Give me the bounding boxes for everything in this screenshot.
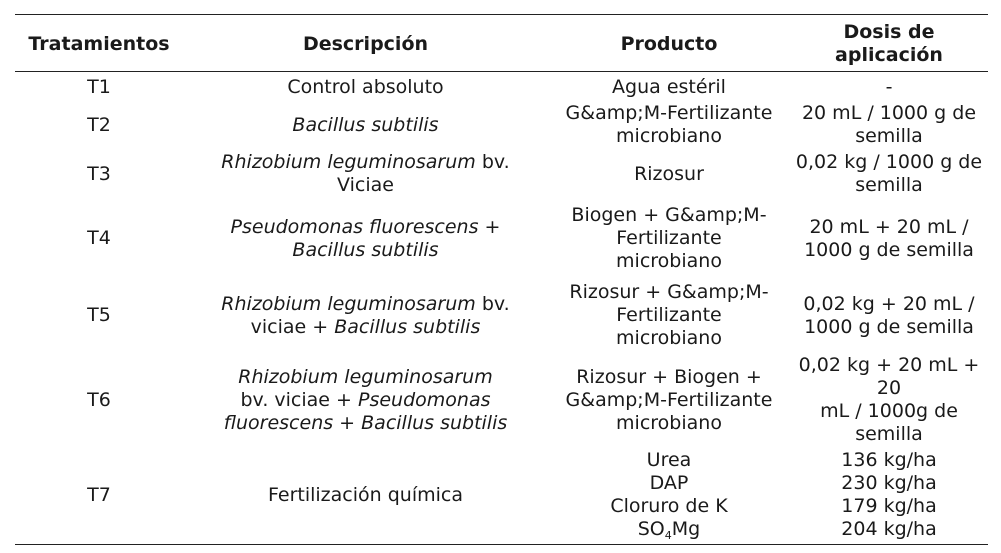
description-text: Control absoluto <box>287 75 444 98</box>
cell-product <box>548 446 790 545</box>
dose-line: semilla <box>855 125 923 147</box>
cell-treatment: T6 <box>87 388 111 411</box>
product-line <box>552 518 786 541</box>
cell-description <box>183 354 548 446</box>
cell-treatment: T1 <box>87 75 111 98</box>
description-text: viciae + <box>250 315 335 338</box>
dose-line: 20 mL + 20 mL / <box>809 215 969 238</box>
product-text: Mg <box>671 518 701 540</box>
table-row <box>15 148 988 200</box>
table-row <box>15 200 988 277</box>
product-text: SO <box>637 518 665 540</box>
description-text: Rhizobium leguminosarum <box>221 151 476 173</box>
cell-description <box>183 200 548 277</box>
description-text: bv. <box>475 292 510 315</box>
description-text: Fertilización química <box>268 483 463 506</box>
description-line <box>187 239 544 262</box>
cell-dose <box>790 354 988 446</box>
cell-dose <box>790 446 988 545</box>
product-line: microbiano <box>616 250 722 272</box>
description-line <box>187 151 544 174</box>
description-line <box>187 316 544 339</box>
dose-line: 0,02 kg + 20 mL / <box>803 292 975 315</box>
description-text: Bacillus subtilis <box>292 113 439 136</box>
header-producto: Producto <box>548 15 790 72</box>
description-text: fluorescens <box>223 411 334 434</box>
cell-treatment: T2 <box>87 113 111 136</box>
product-line: microbiano <box>616 411 722 434</box>
cell-description <box>183 102 548 148</box>
dose-line: 204 kg/ha <box>841 518 937 540</box>
description-line <box>187 293 544 316</box>
cell-treatment: T5 <box>87 304 111 326</box>
product-line <box>552 449 786 472</box>
description-text: Bacillus subtilis <box>334 315 481 338</box>
cell-treatment: T7 <box>87 483 111 506</box>
product-line: Agua estéril <box>612 75 726 98</box>
description-line <box>187 76 544 99</box>
cell-dose <box>790 277 988 354</box>
treatments-table <box>15 14 988 545</box>
cell-product <box>548 277 790 354</box>
cell-dose <box>790 102 988 148</box>
dose-line: mL / 1000g de semilla <box>820 400 958 445</box>
description-text: Pseudomonas fluorescens <box>230 215 479 238</box>
product-subscript: 4 <box>664 529 672 542</box>
product-line: microbiano <box>616 125 722 147</box>
header-descripcion: Descripción <box>183 15 548 72</box>
description-text: + <box>333 411 362 434</box>
description-text: Viciae <box>337 174 394 196</box>
table-row <box>15 102 988 148</box>
header-dosis: Dosis de aplicación <box>790 15 988 72</box>
description-text: + <box>478 215 501 238</box>
cell-description <box>183 277 548 354</box>
cell-description <box>183 72 548 103</box>
header-tratamientos: Tratamientos <box>15 15 183 72</box>
description-line <box>187 174 544 197</box>
table-row <box>15 277 988 354</box>
description-line <box>187 484 544 507</box>
product-line: Biogen + G&amp;M- <box>571 204 767 226</box>
dose-line: 20 mL / 1000 g de <box>801 102 977 124</box>
description-text: bv. <box>475 151 510 173</box>
dose-line: 136 kg/ha <box>841 449 937 471</box>
product-line: Fertilizante <box>616 227 722 249</box>
dose-line: 230 kg/ha <box>841 472 937 494</box>
cell-treatment: T3 <box>87 162 111 185</box>
product-line: Rizosur + G&amp;M- <box>569 281 769 303</box>
description-text: Bacillus subtilis <box>361 411 508 434</box>
cell-dose <box>790 200 988 277</box>
table-row <box>15 446 988 545</box>
cell-treatment: T4 <box>87 227 111 249</box>
cell-product <box>548 354 790 446</box>
product-line: microbiano <box>616 327 722 349</box>
cell-product <box>548 148 790 200</box>
description-line <box>187 366 544 389</box>
product-line <box>552 495 786 518</box>
cell-product <box>548 72 790 103</box>
dose-line: 0,02 kg + 20 mL + 20 <box>798 354 980 399</box>
dose-line: semilla <box>855 174 923 196</box>
description-text: Pseudomonas <box>358 388 491 411</box>
product-text: DAP <box>649 472 689 494</box>
cell-dose <box>790 148 988 200</box>
product-line: Fertilizante <box>616 304 722 326</box>
cell-description <box>183 148 548 200</box>
header-row <box>15 15 988 72</box>
description-line <box>187 412 544 435</box>
dose-line: - <box>885 75 893 98</box>
cell-product <box>548 200 790 277</box>
dose-line: 1000 g de semilla <box>804 315 974 338</box>
product-line: G&amp;M-Fertilizante <box>565 102 773 124</box>
description-line <box>187 389 544 412</box>
product-text: Cloruro de K <box>610 495 728 517</box>
description-text: Rhizobium leguminosarum <box>238 365 493 388</box>
table-row <box>15 72 988 103</box>
cell-dose <box>790 72 988 103</box>
dose-line: 0,02 kg / 1000 g de <box>795 151 983 173</box>
treatments-table-container <box>15 14 988 545</box>
cell-description <box>183 446 548 545</box>
product-line <box>552 472 786 495</box>
description-line <box>187 114 544 137</box>
product-line: Rizosur <box>634 162 704 185</box>
description-text: bv. viciae + <box>240 388 358 411</box>
description-text: Rhizobium leguminosarum <box>221 292 476 315</box>
product-line: G&amp;M-Fertilizante <box>565 388 773 411</box>
table-row <box>15 354 988 446</box>
dose-line: 179 kg/ha <box>841 495 937 517</box>
dose-line: 1000 g de semilla <box>804 238 974 261</box>
description-line <box>187 216 544 239</box>
product-text: Urea <box>646 449 692 471</box>
product-line: Rizosur + Biogen + <box>576 365 762 388</box>
cell-product <box>548 102 790 148</box>
description-text: Bacillus subtilis <box>292 238 439 261</box>
